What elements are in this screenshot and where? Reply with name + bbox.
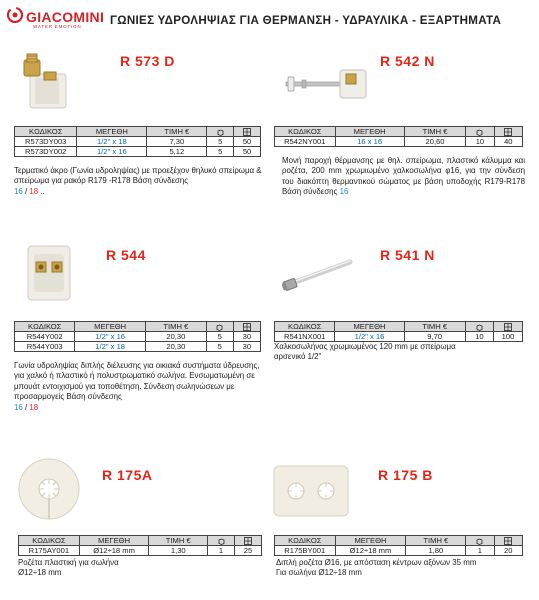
connection-size-18: 18: [29, 186, 39, 196]
cell-code: R542NY001: [275, 137, 336, 147]
header-size: ΜΕΓΕΘΗ: [335, 322, 404, 332]
product-code: R 175 B: [378, 467, 433, 483]
product-code: R 544: [106, 247, 146, 263]
cell-code: R573DY002: [15, 147, 77, 157]
header-pack: [494, 322, 523, 332]
product-code: R 542 N: [380, 53, 435, 69]
double-elbow-box-image: [22, 240, 78, 306]
table-header-row: [275, 322, 523, 332]
pack-grid-icon: [504, 323, 512, 331]
header-price: ΤΙΜΗ €: [145, 322, 206, 332]
cell-price: 9,70: [404, 332, 465, 342]
header-code: ΚΩΔΙΚΟΣ: [15, 127, 77, 137]
cell-box: 1: [208, 546, 235, 556]
header-code: ΚΩΔΙΚΟΣ: [19, 536, 80, 546]
table-header-row: [275, 127, 523, 137]
product-description: [18, 558, 258, 579]
header-box: [465, 322, 493, 332]
cell-pack: 20: [494, 546, 522, 556]
cell-box: 10: [465, 332, 493, 342]
giacomini-logo: [6, 5, 105, 33]
header-price: ΤΙΜΗ €: [404, 322, 465, 332]
header-code: ΚΩΔΙΚΟΣ: [275, 536, 336, 546]
cell-code: R544Y003: [15, 342, 75, 352]
description-text: Μονή παροχή θέρμανσης με θηλ. σπείρωμα, πλαστικό κάλυμμα και ροζέτα, 200 mm χρωμιωμένο χαλκοσωλήνα φ16, για την σύνδεση του διακόπτη θερμαντικού σώματος με βάση υποδοχής R179-R178 Βάση σύνδεσης: [282, 156, 525, 197]
cell-box: 5: [206, 342, 233, 352]
description-line-1: Ροζέτα πλαστική για σωλήνα: [18, 558, 119, 567]
header-price: ΤΙΜΗ €: [406, 536, 466, 546]
cell-code: R573DY003: [15, 137, 77, 147]
cell-box: 5: [206, 332, 233, 342]
header-price: ΤΙΜΗ €: [404, 127, 465, 137]
description-text: Γωνία υδροληψίας διπλής διέλευσης για οικιακά συστήματα ύδρευσης, για χαλκό ή πλαστικό ή πολυστρωματικό σωλήνα. Ενσωματωμένη σε μπουάτ εντοιχισμού για τοποθέτηση. Σύνδεση σωληνώσεων με προσαρμογείς Βάση σύνδεσης: [14, 361, 260, 402]
cell-size: 1/2" x 16: [335, 332, 404, 342]
spec-table: [14, 321, 261, 352]
table-row: [275, 332, 523, 342]
product-description: [14, 361, 264, 413]
giacomini-logo-icon: [7, 7, 23, 23]
header-size: ΜΕΓΕΘΗ: [79, 536, 149, 546]
brand-tagline: WATER EMOTION: [33, 24, 82, 29]
header-code: ΚΩΔΙΚΟΣ: [275, 127, 336, 137]
elbow-fitting-image: [18, 50, 76, 112]
cell-box: 5: [207, 137, 234, 147]
cell-box: 1: [466, 546, 494, 556]
header-pack: [233, 322, 260, 332]
header-box: [466, 127, 494, 137]
cell-size: Ø12÷18 mm: [79, 546, 149, 556]
connection-size-16: 16: [14, 186, 23, 196]
table-row: [15, 332, 261, 342]
cell-box: 10: [466, 137, 494, 147]
description-text: Τερματικό άκρο (Γωνία υδροληψίας) με προεξέχον θηλυκό σπείρωμα & σπείρωμα για ρακόρ R179 -R178 Βάση σύνδεσης: [14, 166, 262, 186]
connection-size-16: 16: [339, 187, 349, 197]
chrome-copper-pipe-image: [282, 256, 356, 292]
header-pack: [234, 536, 261, 546]
cell-price: 20,60: [404, 137, 465, 147]
cell-code: R175BY001: [275, 546, 336, 556]
cell-size: 1/2" x 18: [75, 342, 146, 352]
product-code: R 573 D: [120, 53, 175, 69]
cell-code: R544Y002: [15, 332, 75, 342]
cell-size: Ø12÷18 mm: [335, 546, 406, 556]
header-pack: [234, 127, 261, 137]
cell-box: 5: [207, 147, 234, 157]
box-icon: [216, 324, 223, 331]
spec-table: [14, 126, 261, 157]
header-code: ΚΩΔΙΚΟΣ: [15, 322, 75, 332]
cell-price: 1,80: [406, 546, 466, 556]
spec-table: [274, 321, 523, 342]
product-description: [14, 166, 264, 197]
header-box: [206, 322, 233, 332]
table-row: [19, 546, 262, 556]
separator: /: [22, 402, 30, 412]
box-icon: [476, 324, 483, 331]
description-line-1: Διπλή ροζέτα Ø16, με απόσταση κέντρων αξόνων 35 mm: [276, 558, 477, 567]
header-price: ΤΙΜΗ €: [149, 536, 208, 546]
double-rosette-image: [272, 464, 350, 518]
cell-pack: 40: [494, 137, 522, 147]
table-row: [275, 546, 523, 556]
table-header-row: [15, 127, 261, 137]
single-rosette-image: [16, 456, 82, 522]
header-price: ΤΙΜΗ €: [147, 127, 207, 137]
cell-price: 20,30: [145, 332, 206, 342]
table-row: [15, 147, 261, 157]
spec-table: [18, 535, 262, 556]
connection-size-18: 18: [29, 402, 39, 412]
table-header-row: [19, 536, 262, 546]
cell-price: 7,30: [147, 137, 207, 147]
cell-code: R541NX001: [275, 332, 335, 342]
box-icon: [476, 129, 483, 136]
cell-pack: 30: [233, 342, 260, 352]
cell-pack: 50: [234, 147, 261, 157]
header-box: [208, 536, 235, 546]
header-code: ΚΩΔΙΚΟΣ: [275, 322, 335, 332]
header-size: ΜΕΓΕΘΗ: [75, 322, 146, 332]
product-description: [282, 156, 525, 198]
cell-price: 20,30: [145, 342, 206, 352]
header-pack: [494, 536, 522, 546]
product-code: R 175A: [102, 467, 153, 483]
table-header-row: [275, 536, 523, 546]
pack-grid-icon: [243, 128, 251, 136]
header-size: ΜΕΓΕΘΗ: [335, 127, 404, 137]
product-description: [274, 342, 470, 363]
connection-size-16: 16: [14, 402, 23, 412]
pack-grid-icon: [504, 537, 512, 545]
box-icon: [476, 538, 483, 545]
cell-size: 1/2" x 16: [75, 332, 146, 342]
description-line-2: Ø12÷18 mm: [18, 568, 62, 578]
header-size: ΜΕΓΕΘΗ: [335, 536, 406, 546]
cell-pack: 100: [494, 332, 523, 342]
cell-size: 1/2" x 18: [77, 137, 147, 147]
pack-grid-icon: [244, 537, 252, 545]
page-title: ΓΩΝΙΕΣ ΥΔΡΟΛΗΨΙΑΣ ΓΙΑ ΘΕΡΜΑΝΣΗ - ΥΔΡΑΥΛΙΚΑ - ΕΞΑΡΤΗΜΑΤΑ: [110, 14, 502, 27]
cell-price: 5,12: [147, 147, 207, 157]
header-box: [466, 536, 494, 546]
separator: /: [22, 186, 30, 196]
cell-size: 16 x 16: [335, 137, 404, 147]
cell-pack: 25: [234, 546, 261, 556]
pack-grid-icon: [504, 128, 512, 136]
cell-code: R175AY001: [19, 546, 80, 556]
table-header-row: [15, 322, 261, 332]
table-row: [275, 137, 523, 147]
cell-price: 1,30: [149, 546, 208, 556]
description-tail: ..: [38, 186, 45, 196]
header-pack: [494, 127, 522, 137]
box-icon: [218, 538, 225, 545]
header-size: ΜΕΓΕΘΗ: [77, 127, 147, 137]
brand-name: GIACOMINI: [26, 9, 105, 25]
cell-pack: 50: [234, 137, 261, 147]
table-row: [15, 342, 261, 352]
heating-supply-kit-image: [284, 66, 376, 102]
page-header: [0, 0, 539, 36]
table-row: [15, 137, 261, 147]
header-box: [207, 127, 234, 137]
spec-table: [274, 535, 523, 556]
spec-table: [274, 126, 523, 147]
pack-grid-icon: [243, 323, 251, 331]
box-icon: [217, 129, 224, 136]
cell-pack: 30: [233, 332, 260, 342]
description-text: Χαλκοσωλήνας χρωμιωμένος 120 mm με σπείρωμα αρσενικό 1/2": [274, 342, 456, 362]
product-description: [276, 558, 526, 579]
cell-size: 1/2" x 16: [77, 147, 147, 157]
description-line-2: Για σωλήνα Ø12÷18 mm: [276, 568, 362, 578]
product-code: R 541 N: [380, 247, 435, 263]
